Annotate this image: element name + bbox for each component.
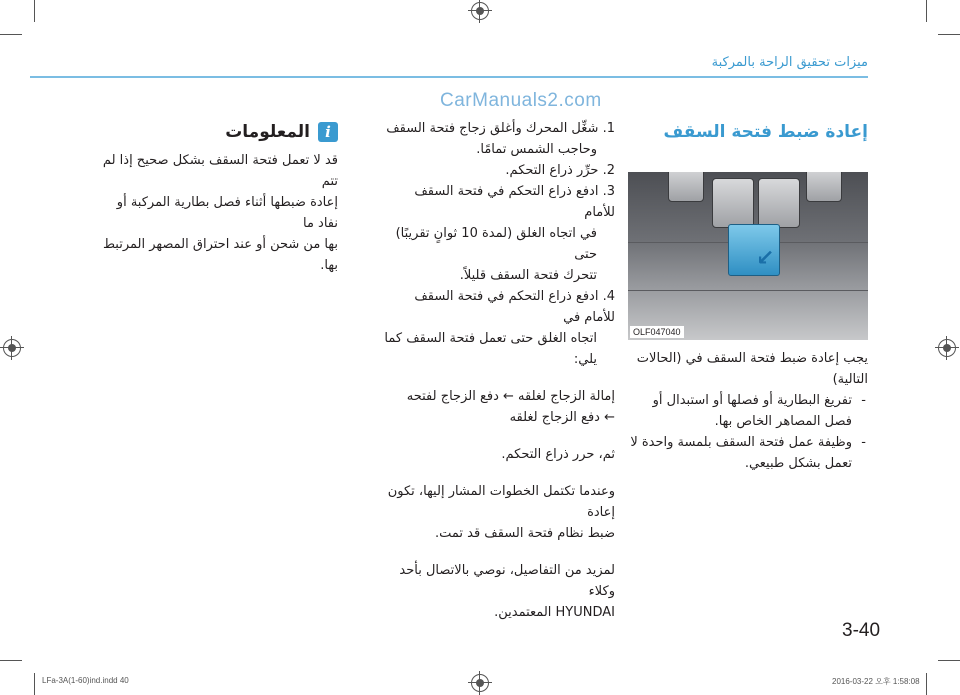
registration-mark-icon — [938, 339, 956, 357]
release-note: ثم، حرر ذراع التحكم. — [501, 447, 615, 462]
overhead-button — [806, 172, 842, 202]
dealer-note: لمزيد من التفاصيل، نوصي بالاتصال بأحد وكلاء — [399, 563, 615, 599]
watermark: CarManuals2.com — [440, 90, 602, 111]
step-4-cont: اتجاه الغلق حتى تعمل فتحة السقف كما — [384, 331, 597, 346]
step-3-cont: تتحرك فتحة السقف قليلاً. — [459, 268, 597, 283]
info-line: بها من شحن أو عند احتراق المصهر المرتبط بها. — [102, 237, 338, 273]
registration-mark-icon — [471, 674, 489, 692]
overhead-button — [758, 178, 800, 228]
completion-note: ضبط نظام فتحة السقف قد تمت. — [434, 526, 615, 541]
info-line: إعادة ضبطها أثناء فصل بطارية المركبة أو نفاد ما — [116, 195, 338, 231]
header-rule — [30, 76, 868, 78]
registration-mark-icon — [3, 339, 21, 357]
crop-mark — [34, 0, 35, 22]
crop-mark — [926, 673, 927, 695]
conditions-intro: يجب إعادة ضبط فتحة السقف في (الحالات التالية) — [636, 351, 868, 387]
step-1: 1. شغِّل المحرك وأغلق زجاج فتحة السقف — [386, 121, 615, 136]
registration-mark-icon — [471, 2, 489, 20]
crop-mark — [0, 660, 22, 661]
dealer-note: HYUNDAI المعتمدين. — [494, 605, 615, 620]
sequence-line: ← دفع الزجاج لغلقه — [509, 410, 615, 425]
info-title: المعلومات — [225, 122, 310, 142]
info-header — [98, 122, 338, 146]
overhead-button — [712, 178, 754, 228]
reset-steps — [380, 118, 615, 623]
push-arrow-icon: ↙ — [756, 246, 775, 271]
crop-mark — [938, 34, 960, 35]
step-2: 2. حرِّر ذراع التحكم. — [505, 163, 615, 178]
overhead-button — [668, 172, 704, 202]
list-item: - تفريغ البطارية أو فصلها أو استبدال أو فصل المصاهر الخاص بها. — [628, 390, 868, 432]
step-1-cont: وحاجب الشمس تمامًا. — [476, 142, 597, 157]
crop-mark — [0, 34, 22, 35]
step-3-cont: في اتجاه الغلق (لمدة 10 ثوانٍ تقريبًا) حتى — [395, 226, 597, 262]
page-number: 3-40 — [842, 620, 881, 641]
running-header: ميزات تحقيق الراحة بالمركبة — [711, 55, 868, 70]
step-4-cont: يلي: — [573, 352, 597, 367]
info-body — [98, 150, 338, 276]
footer-date: 2016-03-22 오후 1:58:08 — [832, 677, 920, 686]
info-line: قد لا تعمل فتحة السقف بشكل صحيح إذا لم تتم — [102, 153, 338, 189]
sunroof-control-photo — [628, 172, 868, 340]
crop-mark — [938, 660, 960, 661]
completion-note: وعندما تكتمل الخطوات المشار إليها، تكون إعادة — [387, 484, 615, 520]
section-title: إعادة ضبط فتحة السقف — [663, 122, 868, 142]
footer-file: LFa-3A(1-60)ind.indd 40 — [42, 676, 129, 685]
list-item: - وظيفة عمل فتحة السقف بلمسة واحدة لا تعمل بشكل طبيعي. — [628, 432, 868, 474]
reset-conditions — [628, 348, 868, 474]
step-4: 4. ادفع ذراع التحكم في فتحة السقف للأمام في — [414, 289, 615, 325]
image-label: OLF047040 — [630, 326, 684, 338]
crop-mark — [34, 673, 35, 695]
crop-mark — [926, 0, 927, 22]
sequence-line: إمالة الزجاج لغلقه ← دفع الزجاج لفتحه — [406, 389, 615, 404]
conditions-list — [628, 390, 868, 474]
info-icon: i — [318, 122, 338, 142]
step-3: 3. ادفع ذراع التحكم في فتحة السقف للأمام — [414, 184, 615, 220]
